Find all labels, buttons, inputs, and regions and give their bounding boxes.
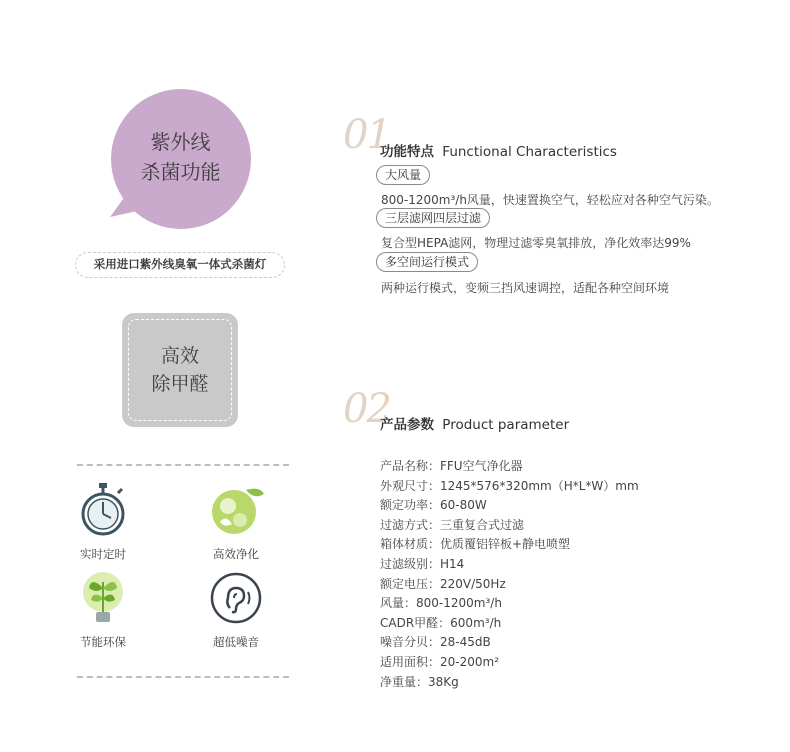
feature-eco-label: 节能环保 (80, 635, 126, 649)
tag-filter: 三层滤网四层过滤 (376, 208, 490, 228)
feature-quiet-label: 超低噪音 (213, 635, 259, 649)
section2-number: 02 (343, 386, 390, 432)
formaldehyde-box (122, 313, 238, 427)
bubble-line-2: 杀菌功能 (140, 160, 221, 184)
param-row: 外观尺寸：1245*576*320mm（H*L*W）mm (380, 478, 639, 493)
uv-sterilization-bubble (108, 87, 253, 232)
param-row: 产品名称：FFU空气净化器 (380, 459, 523, 473)
feature-timer-label: 实时定时 (80, 547, 126, 561)
feature-timer (53, 480, 153, 562)
param-row: 额定电压：220V/50Hz (380, 576, 506, 591)
uv-lamp-caption: 采用进口紫外线臭氧一体式杀菌灯 (75, 252, 285, 278)
tag-airflow: 大风量 (376, 165, 430, 185)
param-row: 额定功率：60-80W (380, 498, 487, 513)
param-row: 箱体材质：优质覆铝锌板+静电喷塑 (380, 537, 571, 552)
divider-top (77, 464, 289, 466)
param-row: 净重量：38Kg (380, 674, 459, 689)
gray-box-line-1: 高效 (160, 345, 199, 367)
section1-title-en: Functional Characteristics (442, 144, 617, 160)
param-row: CADR甲醛：600m³/h (380, 615, 502, 630)
stopwatch-icon (73, 480, 133, 540)
section1-number: 01 (343, 112, 390, 158)
param-row: 噪音分贝：28-45dB (380, 635, 491, 650)
param-row: 适用面积：20-200m² (380, 654, 500, 669)
eco-bulb-icon (73, 568, 133, 628)
divider-bottom (77, 676, 289, 678)
feature-eco (53, 568, 153, 650)
green-leaf-globe-icon (206, 480, 266, 540)
tag-modes: 多空间运行模式 (376, 252, 478, 272)
param-row: 过滤方式：三重复合式过滤 (380, 517, 525, 532)
feature-purify (186, 480, 286, 562)
gray-box-line-2: 除甲醛 (151, 373, 209, 395)
feature-purify-label: 高效净化 (213, 547, 259, 561)
desc-airflow: 800-1200m³/h风量，快速置换空气，轻松应对各种空气污染。 (381, 193, 719, 207)
section2-title-en: Product parameter (442, 417, 570, 433)
desc-filter: 复合型HEPA滤网，物理过滤零臭氧排放，净化效率达99% (381, 236, 691, 250)
param-list (380, 457, 639, 692)
section1-title (380, 140, 617, 160)
ear-icon (206, 568, 266, 628)
param-row: 风量：800-1200m³/h (380, 596, 502, 611)
section2-title (380, 413, 569, 433)
bubble-line-1: 紫外线 (150, 130, 211, 154)
desc-modes: 两种运行模式，变频三挡风速调控，适配各种空间环境 (381, 281, 670, 295)
param-row: 过滤级别：H14 (380, 556, 465, 571)
section1-title-cn: 功能特点 (380, 144, 434, 160)
feature-quiet (186, 568, 286, 650)
section2-title-cn: 产品参数 (380, 417, 434, 433)
